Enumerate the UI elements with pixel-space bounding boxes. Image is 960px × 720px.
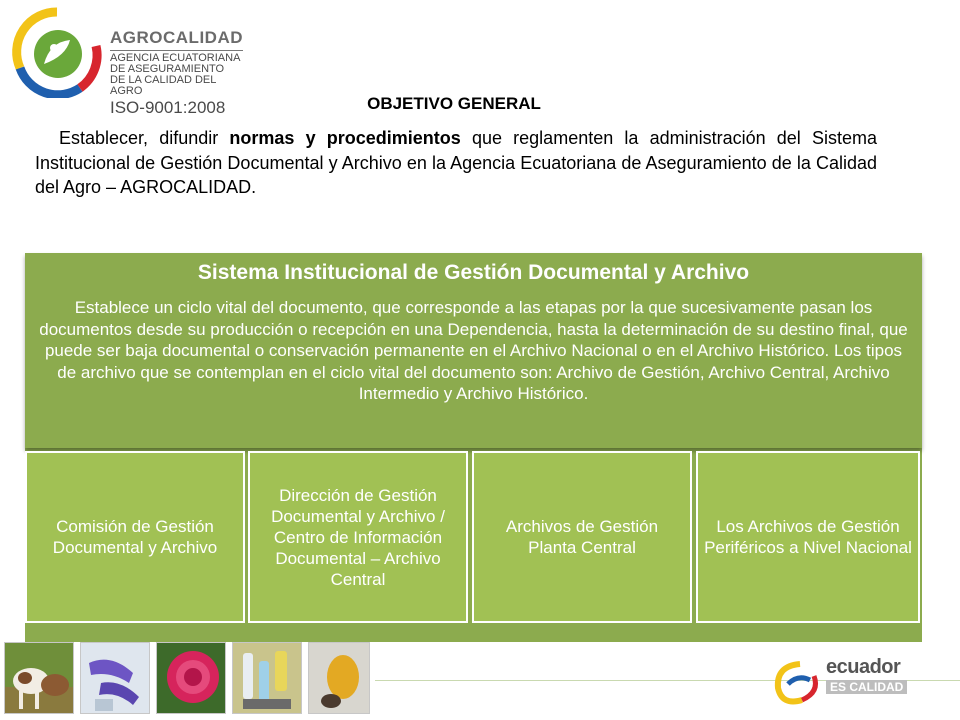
- system-sub-boxes: [25, 451, 922, 623]
- sub-box-peripheral-archives: Los Archivos de Gestión Periféricos a Nivel Nacional: [696, 451, 920, 623]
- vials-photo-icon: [232, 642, 302, 714]
- fruit-photo-icon: [308, 642, 370, 714]
- system-header-panel: [25, 253, 922, 448]
- es-calidad-text: ES CALIDAD: [826, 680, 907, 694]
- objective-text: [35, 126, 877, 200]
- cattle-photo-icon: [4, 642, 74, 714]
- logo-line1: AGENCIA ECUATORIANA: [110, 50, 243, 64]
- ecuador-swirl-icon: [770, 656, 824, 708]
- objective-text-end: que reglamenten la administración del Sistema Institucional de Gestión Documental y Archivo en la Agencia Ecuatoriana de Aseguramiento de la Calidad del Agro – AGROCALIDAD.: [35, 128, 877, 197]
- agrocalidad-emblem-icon: [10, 6, 105, 98]
- objective-text-bold: normas y procedimientos: [229, 128, 461, 148]
- sub-box-commission: Comisión de Gestión Documental y Archivo: [25, 451, 245, 623]
- objective-heading: [0, 94, 960, 114]
- sub-box-central-archives: Archivos de Gestión Planta Central: [472, 451, 692, 623]
- objective-text-start: Establecer, difundir: [59, 128, 230, 148]
- logo-line2: DE ASEGURAMIENTO: [110, 63, 225, 75]
- system-description: Establece un ciclo vital del documento, que corresponde a las etapas por la que sucesivamente pasan los documentos desde su producción o recepción en una Dependencia, hasta la determinación de su destino final, que puede ser baja documental o conservación permanente en el Archivo Nacional o en el Archivo Histórico. Los tipos de archivo que se contemplan en el ciclo vital del documento son: Archivo de Gestión, Archivo Central, Archivo Intermedio y Archivo Histórico.: [39, 298, 908, 403]
- rose-photo-icon: [156, 642, 226, 714]
- logo-line3: DE LA CALIDAD DEL AGRO: [110, 74, 216, 97]
- logo-iso: ISO-9001:2008: [110, 98, 226, 117]
- objective-heading-text: OBJETIVO GENERAL: [367, 94, 541, 113]
- system-panel: [25, 253, 922, 642]
- system-title: Sistema Institucional de Gestión Documental y Archivo: [197, 261, 750, 284]
- photo-strip: [0, 636, 370, 720]
- agrocalidad-logo: [10, 6, 243, 117]
- ecuador-text: ecuador: [826, 656, 901, 678]
- lab-gloves-photo-icon: [80, 642, 150, 714]
- ecuador-es-calidad-logo: [770, 656, 930, 708]
- sub-box-direction: Dirección de Gestión Documental y Archivo / Centro de Información Documental – Archivo Central: [248, 451, 468, 623]
- logo-name: AGROCALIDAD: [110, 28, 243, 47]
